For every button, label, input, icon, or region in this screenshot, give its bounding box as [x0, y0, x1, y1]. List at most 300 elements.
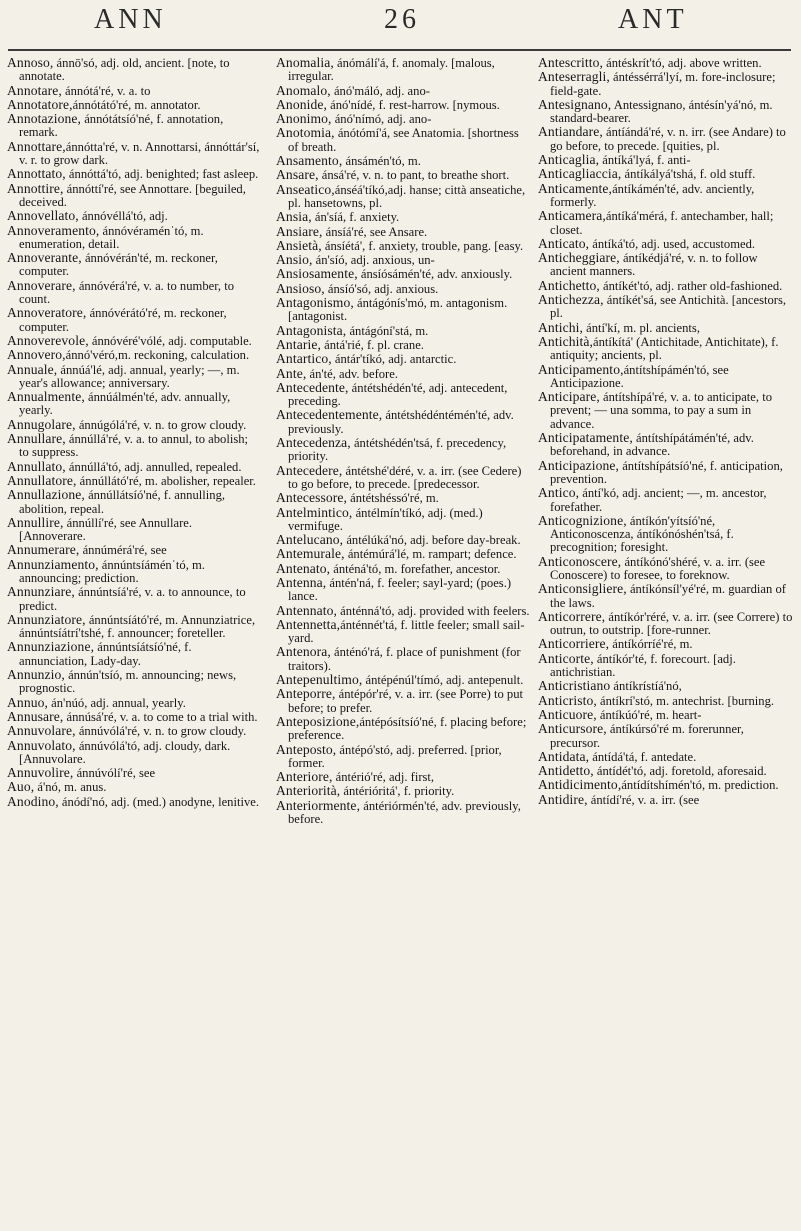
entry-headword: Annunziare, — [7, 584, 75, 600]
dictionary-entry — [276, 210, 530, 224]
dictionary-entry — [538, 778, 794, 792]
header-rule — [8, 49, 791, 51]
entry-definition: ánténná'tó, adj. provided with feelers. — [337, 603, 530, 618]
entry-definition: ántíká'tó, adj. used, accustomed. — [589, 236, 756, 251]
entry-definition: á'nó, m. anus. — [34, 780, 107, 795]
entry-headword: Annoverare, — [7, 277, 76, 293]
entry-definition: ánsíétá', f. anxiety, trouble, pang. [easy. — [321, 238, 524, 253]
entry-definition: ánnóttí'ré, see Annottare. [beguiled, deceived. — [19, 181, 246, 209]
entry-headword: Annullazione, — [7, 487, 85, 503]
entry-headword: Anticagliaccia, — [538, 166, 622, 182]
entry-headword: Antagonismo, — [276, 295, 354, 311]
entry-definition: án'té, adv. before. — [306, 366, 398, 381]
entry-definition: án'núó, adj. annual, yearly. — [48, 695, 186, 710]
entry-headword: Annuale, — [7, 361, 58, 377]
entry-headword: Antico, — [538, 485, 580, 501]
entry-definition: ánnúllá'tó, adj. annulled, repealed. — [65, 459, 242, 474]
entry-headword: Antagonista, — [276, 322, 347, 338]
entry-definition: ántétshédén'tsá, f. precedency, priority. — [288, 436, 507, 464]
dictionary-entry — [7, 279, 260, 307]
entry-definition: ántíkályá'tshá, f. old stuff. — [621, 167, 756, 182]
entry-headword: Annoveramento, — [7, 222, 100, 238]
dictionary-entry — [276, 715, 530, 743]
entry-definition: ántídí'ré, v. a. irr. (see — [587, 792, 700, 807]
entry-headword: Anteposto, — [276, 741, 337, 757]
dictionary-entry — [276, 84, 530, 98]
entry-definition: ántépósítsíó'né, f. placing before; preference. — [288, 714, 527, 743]
entry-headword: Antecedere, — [276, 462, 343, 478]
entry-definition: ánnóvéraménˈtó, m. enumeration, detail. — [19, 223, 204, 251]
dictionary-entry — [276, 183, 530, 211]
entry-definition: ánsá'ré, v. n. to pant, to breathe short. — [318, 168, 510, 183]
dictionary-entry — [276, 267, 530, 281]
dictionary-entry — [276, 253, 530, 267]
dictionary-entry — [7, 363, 260, 391]
entry-definition: ántídá'tá, f. antedate. — [589, 749, 697, 764]
entry-headword: Anseatico, — [276, 181, 335, 197]
dictionary-entry — [276, 367, 530, 381]
entry-headword: Antidata, — [538, 748, 590, 764]
entry-definition: ántíkúrsó'ré m. forerunner, precursor. — [550, 722, 744, 750]
entry-headword: Annottire, — [7, 180, 64, 196]
dictionary-entry — [276, 352, 530, 366]
entry-headword: Antichità, — [538, 333, 593, 349]
dictionary-entry — [276, 112, 530, 126]
entry-headword: Annoverante, — [7, 250, 82, 266]
dictionary-entry — [276, 547, 530, 561]
entry-headword: Annullire, — [7, 514, 64, 530]
entry-headword: Anonimo, — [276, 111, 332, 127]
entry-definition: ántépénúl'tímó, adj. antepenult. — [362, 673, 524, 688]
entry-definition: ántémúrá'lé, m. rampart; defence. — [344, 547, 517, 562]
entry-headword: Annunziamento, — [7, 556, 99, 572]
entry-definition: ánnóvéré'vólé, adj. computable. — [88, 333, 252, 348]
entry-headword: Antecedenza, — [276, 435, 351, 451]
entry-headword: Antemurale, — [276, 546, 345, 562]
dictionary-entry — [7, 543, 260, 557]
entry-definition: ántétshéssó'ré, m. — [347, 491, 439, 506]
entry-definition: ánnúllí'ré, see Annullare. [Annoverare. — [19, 515, 193, 544]
entry-definition: ánnúsá'ré, v. a. to come to a trial with. — [63, 709, 258, 724]
entry-headword: Annullatore, — [7, 472, 77, 488]
entry-headword: Antenna, — [276, 574, 327, 590]
entry-headword: Antidire, — [538, 791, 588, 807]
entry-definition: ántétshé'déré, v. a. irr. (see Cedere) to go before, to precede. [predecessor. — [288, 463, 522, 491]
entry-definition: ánnúntsíátsíó'né, f. annunciation, Lady-day. — [19, 640, 192, 668]
dictionary-entry — [276, 604, 530, 618]
entry-headword: Anticipare, — [538, 389, 600, 405]
entry-headword: Anticamera, — [538, 208, 606, 224]
entry-headword: Anticorrere, — [538, 608, 606, 624]
entry-columns — [0, 56, 801, 1226]
entry-headword: Anteposizione, — [276, 713, 360, 729]
entry-definition: ántíkrí'stó, m. antechrist. [burning. — [596, 693, 775, 708]
dictionary-entry — [538, 182, 794, 210]
dictionary-entry — [276, 436, 530, 464]
entry-headword: Antiandare, — [538, 124, 603, 140]
dictionary-entry — [276, 743, 530, 771]
dictionary-entry — [7, 585, 260, 613]
entry-definition: ántérióritá', f. priority. — [340, 784, 455, 799]
entry-headword: Annottato, — [7, 166, 66, 182]
dictionary-entry — [538, 363, 794, 391]
dictionary-entry — [538, 764, 794, 778]
entry-headword: Annunziatore, — [7, 611, 86, 627]
dictionary-entry — [276, 506, 530, 534]
dictionary-entry — [538, 237, 794, 251]
dictionary-entry — [7, 780, 260, 794]
dictionary-entry — [7, 488, 260, 516]
dictionary-entry — [7, 56, 260, 84]
entry-definition: ánténá'tó, m. forefather, ancestor. — [330, 561, 501, 576]
dictionary-entry — [538, 251, 794, 279]
entry-headword: Annoveratore, — [7, 305, 87, 321]
entry-definition: ántíká'mérá, f. antechamber, hall; closet. — [550, 209, 774, 237]
entry-headword: Ansare, — [276, 167, 319, 183]
dictionary-entry — [276, 338, 530, 352]
entry-headword: Anticristo, — [538, 692, 597, 708]
entry-headword: Annuvolire, — [7, 765, 74, 781]
entry-headword: Antichi, — [538, 319, 583, 335]
entry-headword: Annuvolare, — [7, 723, 76, 739]
header-right-guideword: ANT — [618, 4, 688, 35]
entry-definition: ántágónís'mó, m. antagonism. [antagonist. — [288, 296, 508, 324]
entry-headword: Ansiosamente, — [276, 266, 358, 282]
entry-headword: Antichezza, — [538, 292, 604, 308]
entry-definition: án'síá, f. anxiety. — [311, 210, 400, 225]
dictionary-entry — [276, 381, 530, 409]
entry-definition: ánnúmérá'ré, see — [79, 543, 167, 558]
page-header — [0, 0, 801, 60]
dictionary-entry — [538, 610, 794, 638]
dictionary-entry — [538, 637, 794, 651]
dictionary-entry — [538, 70, 794, 98]
dictionary-entry — [7, 224, 260, 252]
entry-definition: ánnóvérán'té, m. reckoner, computer. — [19, 251, 218, 279]
entry-headword: Antichetto, — [538, 277, 600, 293]
dictionary-entry — [538, 56, 794, 70]
dictionary-entry — [7, 516, 260, 544]
dictionary-entry — [7, 640, 260, 668]
dictionary-entry — [538, 486, 794, 514]
entry-headword: Antennato, — [276, 602, 338, 618]
entry-headword: Annullato, — [7, 458, 66, 474]
entry-headword: Ansio, — [276, 252, 313, 268]
entry-headword: Annotatore, — [7, 96, 73, 112]
entry-headword: Anticato, — [538, 235, 590, 251]
entry-definition: ánnúllátó'ré, m. abolisher, repealer. — [76, 473, 256, 488]
entry-definition: ántétshédéntémén'té, adv. previously. — [288, 408, 514, 436]
dictionary-entry — [276, 491, 530, 505]
entry-headword: Antelmintico, — [276, 504, 353, 520]
entry-headword: Anticaglia, — [538, 152, 600, 168]
entry-definition: ánnúntsíá'ré, v. a. to announce, to predict. — [19, 585, 246, 613]
dictionary-entry — [538, 459, 794, 487]
dictionary-entry — [276, 168, 530, 182]
entry-headword: Anticristiano — [538, 678, 611, 694]
dictionary-entry — [7, 348, 260, 362]
dictionary-entry — [276, 126, 530, 154]
entry-headword: Annovellato, — [7, 208, 79, 224]
entry-headword: Anodino, — [7, 793, 59, 809]
entry-headword: Annovero, — [7, 347, 66, 363]
entry-definition: ántíkúó'ré, m. heart- — [596, 707, 702, 722]
dictionary-entry — [276, 618, 530, 646]
entry-definition: ánnótátsíó'né, f. annotation, remark. — [19, 112, 224, 140]
entry-definition: ánnó'véró,m. reckoning, calculation. — [65, 348, 250, 363]
entry-definition: ánnóvérátó'ré, m. reckoner, computer. — [19, 306, 227, 334]
column-1 — [7, 56, 260, 1226]
entry-headword: Antecedentemente, — [276, 407, 383, 423]
entry-definition: ántítshípátsíó'né, f. anticipation, prevention. — [550, 458, 783, 486]
entry-definition: ántítshípámén'tó, see Anticipazione. — [550, 362, 729, 390]
dictionary-entry — [276, 576, 530, 604]
entry-headword: Annualmente, — [7, 389, 85, 405]
dictionary-entry — [276, 562, 530, 576]
entry-headword: Annoverevole, — [7, 332, 89, 348]
column-3 — [538, 56, 794, 1226]
dictionary-entry — [7, 766, 260, 780]
entry-definition: ánnótá'ré, v. a. to — [61, 83, 151, 98]
entry-headword: Annuvolato, — [7, 737, 76, 753]
dictionary-entry — [7, 795, 260, 809]
dictionary-entry — [7, 696, 260, 710]
dictionary-entry — [276, 98, 530, 112]
dictionary-entry — [538, 694, 794, 708]
entry-headword: Anticipatamente, — [538, 430, 633, 446]
entry-definition: ánsíósámén'té, adv. anxiously. — [357, 267, 513, 282]
dictionary-entry — [538, 555, 794, 583]
dictionary-entry — [7, 390, 260, 418]
dictionary-entry — [7, 112, 260, 140]
dictionary-entry — [538, 98, 794, 126]
entry-headword: Antepenultimo, — [276, 672, 363, 688]
dictionary-entry — [7, 84, 260, 98]
entry-definition: ántídét'tó, adj. foretold, aforesaid. — [593, 764, 767, 779]
entry-headword: Annotare, — [7, 82, 62, 98]
entry-definition: ántíkítá' (Antichitade, Antichitate), f. antiquity; ancients, pl. — [550, 334, 779, 363]
dictionary-entry — [538, 582, 794, 610]
entry-headword: Anteriore, — [276, 769, 333, 785]
entry-headword: Anomalo, — [276, 82, 331, 98]
dictionary-entry — [7, 334, 260, 348]
entry-headword: Anteriormente, — [276, 797, 361, 813]
dictionary-entry — [276, 673, 530, 687]
entry-definition: ánnóvérá'ré, v. a. to number, to count. — [19, 278, 234, 307]
entry-definition: ánótómí'á, see Anatomia. [shortness of breath. — [288, 126, 519, 154]
entry-definition: ántíkónó'shéré, v. a. irr. (see Conoscere) to foresee, to foreknow. — [550, 554, 766, 582]
entry-definition: ánódí'nó, adj. (med.) anodyne, lenitive. — [58, 794, 259, 809]
dictionary-entry — [276, 296, 530, 324]
dictionary-entry — [7, 474, 260, 488]
entry-headword: Annusare, — [7, 708, 64, 724]
entry-headword: Ansiare, — [276, 223, 323, 239]
entry-definition: ánnótta'ré, v. n. Annottarsi, ánnóttár'sí, v. r. to grow dark. — [19, 139, 260, 168]
entry-headword: Antecedente, — [276, 379, 349, 395]
entry-definition: ántíkór'réré, v. a. irr. (see Correre) to outrun, to outstrip. [fore-runner. — [550, 609, 793, 638]
entry-headword: Anticipazione, — [538, 457, 620, 473]
entry-definition: ántérió'ré, adj. first, — [332, 770, 435, 785]
entry-definition: ántíkórríé'ré, m. — [609, 637, 693, 652]
entry-definition: ánnúvólí'ré, see — [73, 766, 156, 781]
entry-headword: Anteserragli, — [538, 69, 610, 85]
entry-definition: ánnúálmén'té, adv. annually, yearly. — [19, 390, 231, 418]
entry-headword: Annottare, — [7, 138, 66, 154]
entry-definition: ánténó'rá, f. place of punishment (for traitors). — [288, 645, 521, 673]
entry-definition: ántépó'stó, adj. preferred. [prior, former. — [288, 742, 502, 770]
dictionary-entry — [538, 793, 794, 807]
entry-definition: ántéssérrá'lyí, m. fore-inclosure; field-gate. — [550, 70, 776, 98]
dictionary-entry — [7, 724, 260, 738]
entry-headword: Anotomia, — [276, 125, 335, 141]
entry-headword: Anteriorità, — [276, 783, 341, 799]
dictionary-entry — [538, 279, 794, 293]
entry-headword: Annugolare, — [7, 416, 76, 432]
entry-definition: ántíkónsíl'yé'ré, m. guardian of the laws. — [550, 582, 786, 610]
entry-headword: Antesignano, — [538, 96, 612, 112]
entry-headword: Annuo, — [7, 694, 49, 710]
entry-definition: Antessignano, ántésín'yá'nó, m. standard-bearer. — [550, 97, 773, 126]
entry-definition: ántí'kó, adj. ancient; —, m. ancestor, forefather. — [550, 486, 767, 514]
dictionary-entry — [7, 140, 260, 168]
dictionary-entry — [276, 687, 530, 715]
entry-definition: ánnō'só, adj. old, ancient. [note, to annotate. — [19, 56, 230, 84]
entry-definition: ánnóvéllá'tó, adj. — [78, 209, 168, 224]
entry-headword: Ante, — [276, 365, 307, 381]
entry-headword: Anticorriere, — [538, 636, 610, 652]
entry-headword: Anonide, — [276, 96, 328, 112]
dictionary-entry — [7, 418, 260, 432]
entry-definition: ántíkét'tó, adj. rather old-fashioned. — [599, 278, 783, 293]
entry-definition: ántén'ná, f. feeler; sayl-yard; (poes.) lance. — [288, 575, 512, 604]
dictionary-entry — [7, 710, 260, 724]
entry-definition: ánnúllá'ré, v. a. to annul, to abolish; to suppress. — [19, 432, 249, 460]
dictionary-entry — [276, 56, 530, 84]
entry-definition: ánnúá'lé, adj. annual, yearly; —, m. year's allowance; anniversary. — [19, 362, 240, 390]
dictionary-entry — [538, 167, 794, 181]
entry-definition: ántíkón'yítsíó'né, Anticonoscenza, ántíkónóshén'tsá, f. precognition; foresight. — [550, 513, 734, 555]
dictionary-entry — [7, 668, 260, 696]
entry-headword: Anticamente, — [538, 180, 613, 196]
dictionary-entry — [7, 167, 260, 181]
dictionary-entry — [276, 154, 530, 168]
entry-headword: Annumerare, — [7, 542, 80, 558]
entry-definition: ántár'tíkó, adj. antarctic. — [331, 352, 457, 367]
dictionary-entry — [538, 431, 794, 459]
entry-definition: ánnúvólá'tó, adj. cloudy, dark. [Annuvolare. — [19, 738, 231, 766]
entry-headword: Auo, — [7, 779, 35, 795]
entry-definition: ántídítshímén'tó, m. prediction. — [621, 778, 779, 793]
entry-headword: Annotazione, — [7, 111, 82, 127]
entry-definition: ánsámén'tó, m. — [342, 154, 421, 169]
dictionary-entry — [276, 645, 530, 673]
entry-headword: Anomalia, — [276, 56, 334, 70]
dictionary-entry — [7, 209, 260, 223]
dictionary-entry — [538, 293, 794, 321]
entry-definition: ántíkámén'té, adv. anciently, formerly. — [550, 181, 755, 209]
entry-definition: ánsíó'só, adj. anxious. — [324, 281, 439, 296]
dictionary-entry — [276, 799, 530, 827]
entry-definition: ántíándá'ré, v. n. irr. (see Andare) to go before, to precede. [quities, pl. — [550, 125, 786, 153]
entry-headword: Antidicimento, — [538, 777, 622, 793]
dictionary-entry — [276, 282, 530, 296]
entry-definition: ánnúntsíáménˈtó, m. announcing; prediction. — [19, 557, 205, 585]
entry-headword: Antennetta, — [276, 616, 341, 632]
dictionary-entry — [7, 98, 260, 112]
header-left-guideword: ANN — [94, 4, 167, 35]
column-2 — [276, 56, 530, 1226]
dictionary-entry — [7, 306, 260, 334]
entry-headword: Anticonsigliere, — [538, 581, 627, 597]
dictionary-entry — [7, 558, 260, 586]
dictionary-entry — [538, 722, 794, 750]
entry-definition: ántélmín'tíkó, adj. (med.) vermifuge. — [288, 505, 483, 533]
entry-definition: ántí'kí, m. pl. ancients, — [582, 320, 700, 335]
dictionary-entry — [7, 613, 260, 641]
entry-definition: ántítshípá'ré, v. a. to anticipate, to prevent; — una somma, to pay a sum in advance. — [550, 390, 772, 431]
entry-headword: Annoso, — [7, 56, 54, 70]
dictionary-entry — [538, 679, 794, 693]
dictionary-entry — [538, 750, 794, 764]
entry-headword: Annunziazione, — [7, 639, 95, 655]
entry-headword: Antenato, — [276, 560, 331, 576]
entry-headword: Anticorte, — [538, 650, 594, 666]
dictionary-entry — [276, 770, 530, 784]
dictionary-entry — [276, 324, 530, 338]
entry-headword: Antelucano, — [276, 532, 344, 548]
entry-definition: ánnúntsíátó'ré, m. Annunziatrice, ánnúntsíátrí'tshé, f. announcer; foreteller. — [19, 612, 256, 641]
dictionary-entry — [276, 784, 530, 798]
entry-headword: Anticheggiare, — [538, 250, 620, 266]
dictionary-entry — [538, 125, 794, 153]
entry-definition: ántíká'lyá, f. anti- — [599, 153, 691, 168]
entry-definition: ánnótátó'ré, m. annotator. — [72, 97, 201, 112]
dictionary-entry — [538, 209, 794, 237]
entry-definition: ánnún'tsíó, m. announcing; news, prognostic. — [19, 668, 237, 696]
dictionary-entry — [7, 460, 260, 474]
entry-definition: ántépór'ré, v. a. irr. (see Porre) to put before; to prefer. — [288, 687, 524, 715]
entry-definition: ánnúllátsíó'né, f. annulling, abolition, repeal. — [19, 488, 226, 516]
dictionary-entry — [276, 225, 530, 239]
entry-definition: ánsíá'ré, see Ansare. — [322, 224, 428, 239]
dictionary-entry — [538, 335, 794, 363]
entry-definition: ánnúgólá'ré, v. n. to grow cloudy. — [75, 417, 247, 432]
entry-headword: Antartico, — [276, 351, 332, 367]
entry-definition: ántétshédén'té, adj. antecedent, preceding. — [288, 380, 508, 409]
entry-definition: ánómálí'á, f. anomaly. [malous, irregular. — [288, 56, 495, 84]
dictionary-entry — [276, 239, 530, 253]
dictionary-entry — [276, 408, 530, 436]
dictionary-entry — [276, 533, 530, 547]
entry-headword: Ansia, — [276, 209, 312, 225]
entry-headword: Antescritto, — [538, 56, 604, 70]
entry-headword: Anticursore, — [538, 721, 607, 737]
entry-definition: ánó'nídé, f. rest-harrow. [nymous. — [327, 97, 500, 112]
entry-headword: Antecessore, — [276, 490, 348, 506]
dictionary-entry — [538, 153, 794, 167]
entry-definition: ántíkét'sá, see Antichità. [ancestors, pl. — [550, 293, 787, 321]
dictionary-entry — [7, 251, 260, 279]
page-number: 26 — [384, 4, 420, 35]
entry-definition: ántá'rié, f. pl. crane. — [320, 337, 424, 352]
entry-definition: ántéskrít'tó, adj. above written. — [603, 56, 762, 70]
entry-definition: ántágóní'stá, m. — [346, 323, 429, 338]
entry-definition: ánó'máló, adj. ano- — [330, 83, 430, 98]
dictionary-entry — [538, 652, 794, 680]
entry-definition: ánó'nímó, adj. ano- — [331, 112, 432, 127]
entry-headword: Anticuore, — [538, 706, 597, 722]
entry-headword: Antenora, — [276, 644, 331, 660]
